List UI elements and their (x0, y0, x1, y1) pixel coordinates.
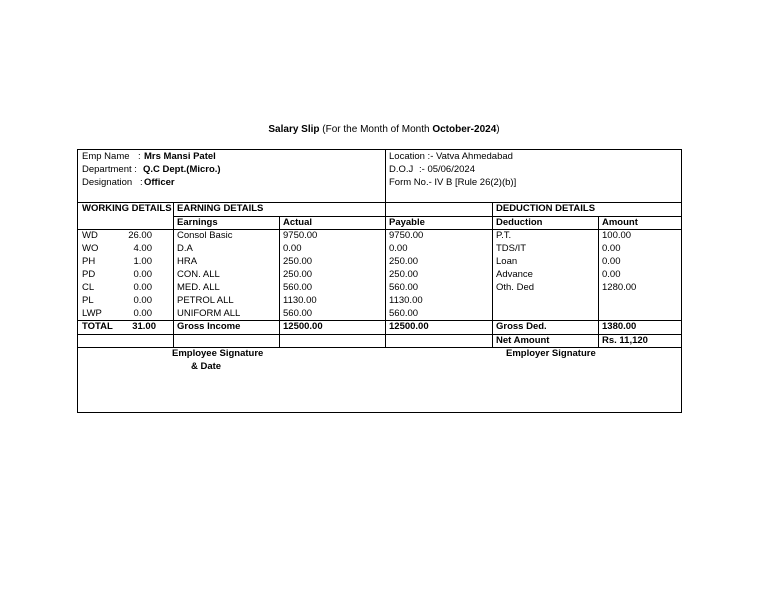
slip-title-month: October-2024 (432, 124, 497, 135)
earning-actual: 560.00 (283, 282, 313, 293)
location: Location :- Vatva Ahmedabad (389, 151, 513, 162)
employer-signature-label: Employer Signature (506, 348, 596, 359)
dept-value: Q.C Dept.(Micro.) (143, 164, 221, 175)
working-code: WO (82, 243, 99, 254)
working-value: 4.00 (133, 243, 152, 254)
total-label: TOTAL (82, 321, 113, 332)
earning-details-header: EARNING DETAILS (177, 203, 264, 214)
deduction-name: Oth. Ded (496, 282, 535, 293)
deduction-details-header: DEDUCTION DETAILS (496, 203, 596, 214)
divider-info (385, 150, 386, 202)
net-amount-value: Rs. 11,120 (602, 335, 648, 346)
divider-col-actual (279, 216, 280, 347)
divider-col-deduction (492, 202, 493, 347)
form-number: Form No.- IV B [Rule 26(2)(b)] (389, 177, 517, 188)
emp-name: Mrs Mansi Patel (144, 151, 216, 162)
deduction-amount: 0.00 (602, 256, 621, 267)
gross-deduction-amount: 1380.00 (602, 321, 637, 332)
divider-col-amount (598, 216, 599, 347)
working-value: 0.00 (133, 295, 152, 306)
earning-payable: 250.00 (389, 256, 419, 267)
working-code: CL (82, 282, 95, 293)
earning-name: MED. ALL (177, 282, 220, 293)
deduction-name: P.T. (496, 230, 512, 241)
working-details-header: WORKING DETAILS (82, 203, 172, 214)
working-value: 1.00 (133, 256, 152, 267)
working-code: LWP (82, 308, 102, 319)
gross-deduction-label: Gross Ded. (496, 321, 547, 332)
divider-col-payable (385, 202, 386, 347)
working-code: WD (82, 230, 98, 241)
divider-col-working (173, 202, 174, 347)
earning-actual: 250.00 (283, 256, 313, 267)
gross-income-actual: 12500.00 (283, 321, 323, 332)
dept-label: Department : (82, 164, 137, 175)
gross-income-label: Gross Income (177, 321, 241, 332)
earning-name: UNIFORM ALL (177, 308, 241, 319)
total-days: 31.00 (132, 321, 156, 332)
working-code: PD (82, 269, 96, 280)
earning-name: CON. ALL (177, 269, 220, 280)
earning-payable: 0.00 (389, 243, 408, 254)
designation-sep: : (140, 177, 143, 188)
earnings-col-header: Earnings (177, 217, 218, 228)
earning-payable: 560.00 (389, 308, 419, 319)
earning-actual: 1130.00 (283, 295, 317, 306)
earning-payable: 1130.00 (389, 295, 423, 306)
earning-name: HRA (177, 256, 198, 267)
doj-value: :- 05/06/2024 (419, 164, 475, 175)
working-value: 0.00 (133, 282, 152, 293)
employee-signature-label: Employee Signature (172, 348, 264, 359)
net-amount-label: Net Amount (496, 335, 550, 346)
slip-title-main: Salary Slip (268, 124, 320, 135)
earning-payable: 250.00 (389, 269, 419, 280)
doj-label: D.O.J (389, 164, 414, 175)
deduction-col-header: Deduction (496, 217, 543, 228)
slip-title-month-text: (For the Month of Month (319, 124, 433, 135)
divider-total-bottom (78, 334, 681, 335)
deduction-name: Loan (496, 256, 518, 267)
earning-name: PETROL ALL (177, 295, 234, 306)
employee-signature-date: & Date (191, 361, 222, 372)
working-value: 0.00 (133, 308, 152, 319)
amount-col-header: Amount (602, 217, 638, 228)
earning-actual: 250.00 (283, 269, 313, 280)
slip-title-close: ) (496, 124, 500, 135)
designation-label: Designation (82, 177, 133, 188)
working-value: 26.00 (128, 230, 152, 241)
earning-payable: 9750.00 (389, 230, 424, 241)
deduction-amount: 0.00 (602, 243, 621, 254)
emp-name-sep: : (138, 151, 141, 162)
deduction-amount: 0.00 (602, 269, 621, 280)
earning-name: D.A (177, 243, 193, 254)
working-value: 0.00 (133, 269, 152, 280)
earning-actual: 0.00 (283, 243, 302, 254)
earning-actual: 560.00 (283, 308, 313, 319)
salary-slip-table (77, 149, 682, 413)
gross-income-payable: 12500.00 (389, 321, 429, 332)
slip-title (0, 124, 768, 135)
payable-col-header: Payable (389, 217, 425, 228)
designation-value: Officer (144, 177, 175, 188)
deduction-name: TDS/IT (496, 243, 527, 254)
divider-total-top (78, 320, 681, 321)
emp-name-label: Emp Name (82, 151, 130, 162)
actual-col-header: Actual (283, 217, 313, 228)
working-code: PH (82, 256, 96, 267)
divider-working-top (78, 229, 681, 230)
deduction-name: Advance (496, 269, 533, 280)
deduction-amount: 1280.00 (602, 282, 637, 293)
earning-actual: 9750.00 (283, 230, 318, 241)
working-code: PL (82, 295, 94, 306)
earning-name: Consol Basic (177, 230, 233, 241)
earning-payable: 560.00 (389, 282, 419, 293)
deduction-amount: 100.00 (602, 230, 632, 241)
